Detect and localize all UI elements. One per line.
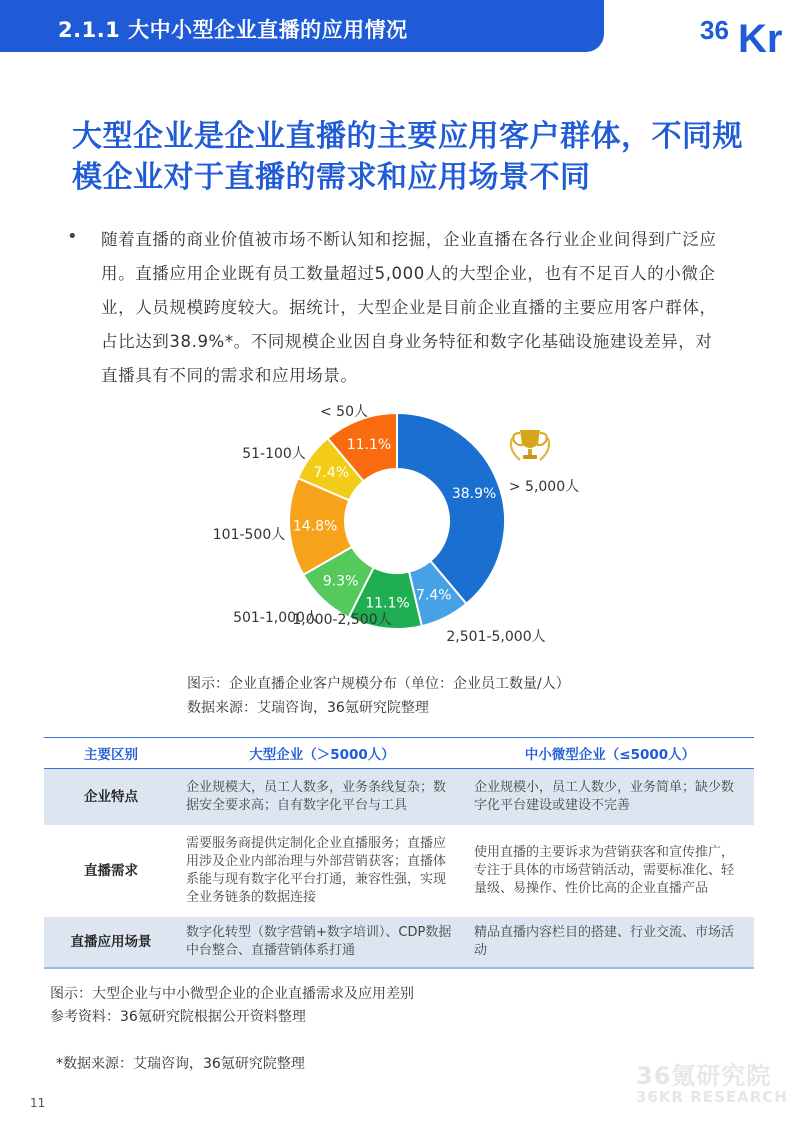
brand-logo-icon (700, 6, 794, 54)
page-number: 11 (30, 1096, 46, 1110)
table-cell: 精品直播内容栏目的搭建、行业交流、市场活动 (466, 916, 754, 968)
slice-value-label: 38.9% (451, 485, 497, 502)
section-title: 2.1.1 大中小型企业直播的应用情况 (58, 18, 408, 42)
page-headline: 大型企业是企业直播的主要应用客户群体，不同规模企业对于直播的需求和应用场景不同 (72, 119, 743, 195)
table-caption: 图示：大型企业与中小微型企业的企业直播需求及应用差别 (50, 986, 414, 1002)
svg-text:36: 36 (700, 15, 729, 45)
svg-text:Kr: Kr (738, 17, 783, 54)
table-row (44, 916, 754, 968)
slice-value-label: 11.1% (365, 595, 410, 612)
watermark-en: 36KR RESEARCH (636, 1088, 788, 1106)
table-row (44, 769, 754, 826)
slice-value-label: 7.4% (415, 587, 452, 604)
bullet-paragraph: 随着直播的商业价值被市场不断认知和挖掘，企业直播在各行业企业间得到广泛应用。直播应用企业既有员工数量超过5,000人的大型企业，也有不足百人的小微企业，人员规模跨度较大。据统计，大型企业是目前企业直播的主要应用客户群体，占比达到38.9%*。不同规模企业因自身业务特征和数字化基础设施建设差异，对直播具有不同的需求和应用场景。 (101, 230, 717, 385)
slice-category-label: 2,501-5,000人 (446, 629, 546, 645)
table-cell: 使用直播的主要诉求为营销获客和宣传推广，专注于具体的市场营销活动，需要标准化、轻量级、易操作、性价比高的企业直播产品 (466, 826, 754, 916)
bullet-marker: • (67, 226, 78, 247)
slice-category-label: 101-500人 (212, 527, 286, 543)
table-source: 参考资料：36氪研究院根据公开资料整理 (50, 1009, 306, 1025)
watermark-cn: 36氪研究院 (636, 1062, 772, 1090)
chart-caption: 图示：企业直播企业客户规模分布（单位：企业员工数量/人） (187, 676, 570, 692)
footnote: *数据来源：艾瑞咨询，36氪研究院整理 (56, 1056, 305, 1072)
trophy-icon (511, 430, 549, 460)
slice-value-label: 14.8% (292, 518, 338, 535)
slice-category-label: 501-1,000人 (233, 610, 319, 626)
slice-category-label: < 50人 (320, 404, 368, 420)
table-header-row (44, 738, 754, 769)
table-cell: 企业规模大，员工人数多，业务条线复杂；数据安全要求高；自有数字化平台与工具 (178, 769, 466, 826)
slice-value-label: 11.1% (346, 436, 392, 453)
table-row (44, 826, 754, 916)
table-header: 中小微型企业（≤5000人） (466, 738, 754, 769)
chart-source: 数据来源：艾瑞咨询，36氪研究院整理 (187, 700, 429, 716)
slice-value-label: 7.4% (313, 464, 350, 481)
slice-category-label: > 5,000人 (508, 479, 580, 495)
comparison-table (44, 737, 754, 969)
table-header: 大型企业（＞5000人） (178, 738, 466, 769)
table-cell: 需要服务商提供定制化企业直播服务；直播应用涉及企业内部治理与外部营销获客；直播体系能与现有数字化平台打通，兼容性强，实现全业务链条的数据连接 (178, 826, 466, 916)
donut-chart (0, 395, 794, 665)
row-label: 直播需求 (44, 826, 178, 916)
table-header: 主要区别 (44, 738, 178, 769)
row-label: 企业特点 (44, 769, 178, 826)
slice-value-label: 9.3% (322, 573, 359, 590)
row-label: 直播应用场景 (44, 916, 178, 968)
table-cell: 数字化转型（数字营销+数字培训）、CDP数据中台整合、直播营销体系打通 (178, 916, 466, 968)
slice-category-label: 51-100人 (242, 446, 306, 462)
slice-category-label: 1,000-2,500人 (292, 612, 392, 628)
table-cell: 企业规模小，员工人数少，业务简单；缺少数字化平台建设或建设不完善 (466, 769, 754, 826)
